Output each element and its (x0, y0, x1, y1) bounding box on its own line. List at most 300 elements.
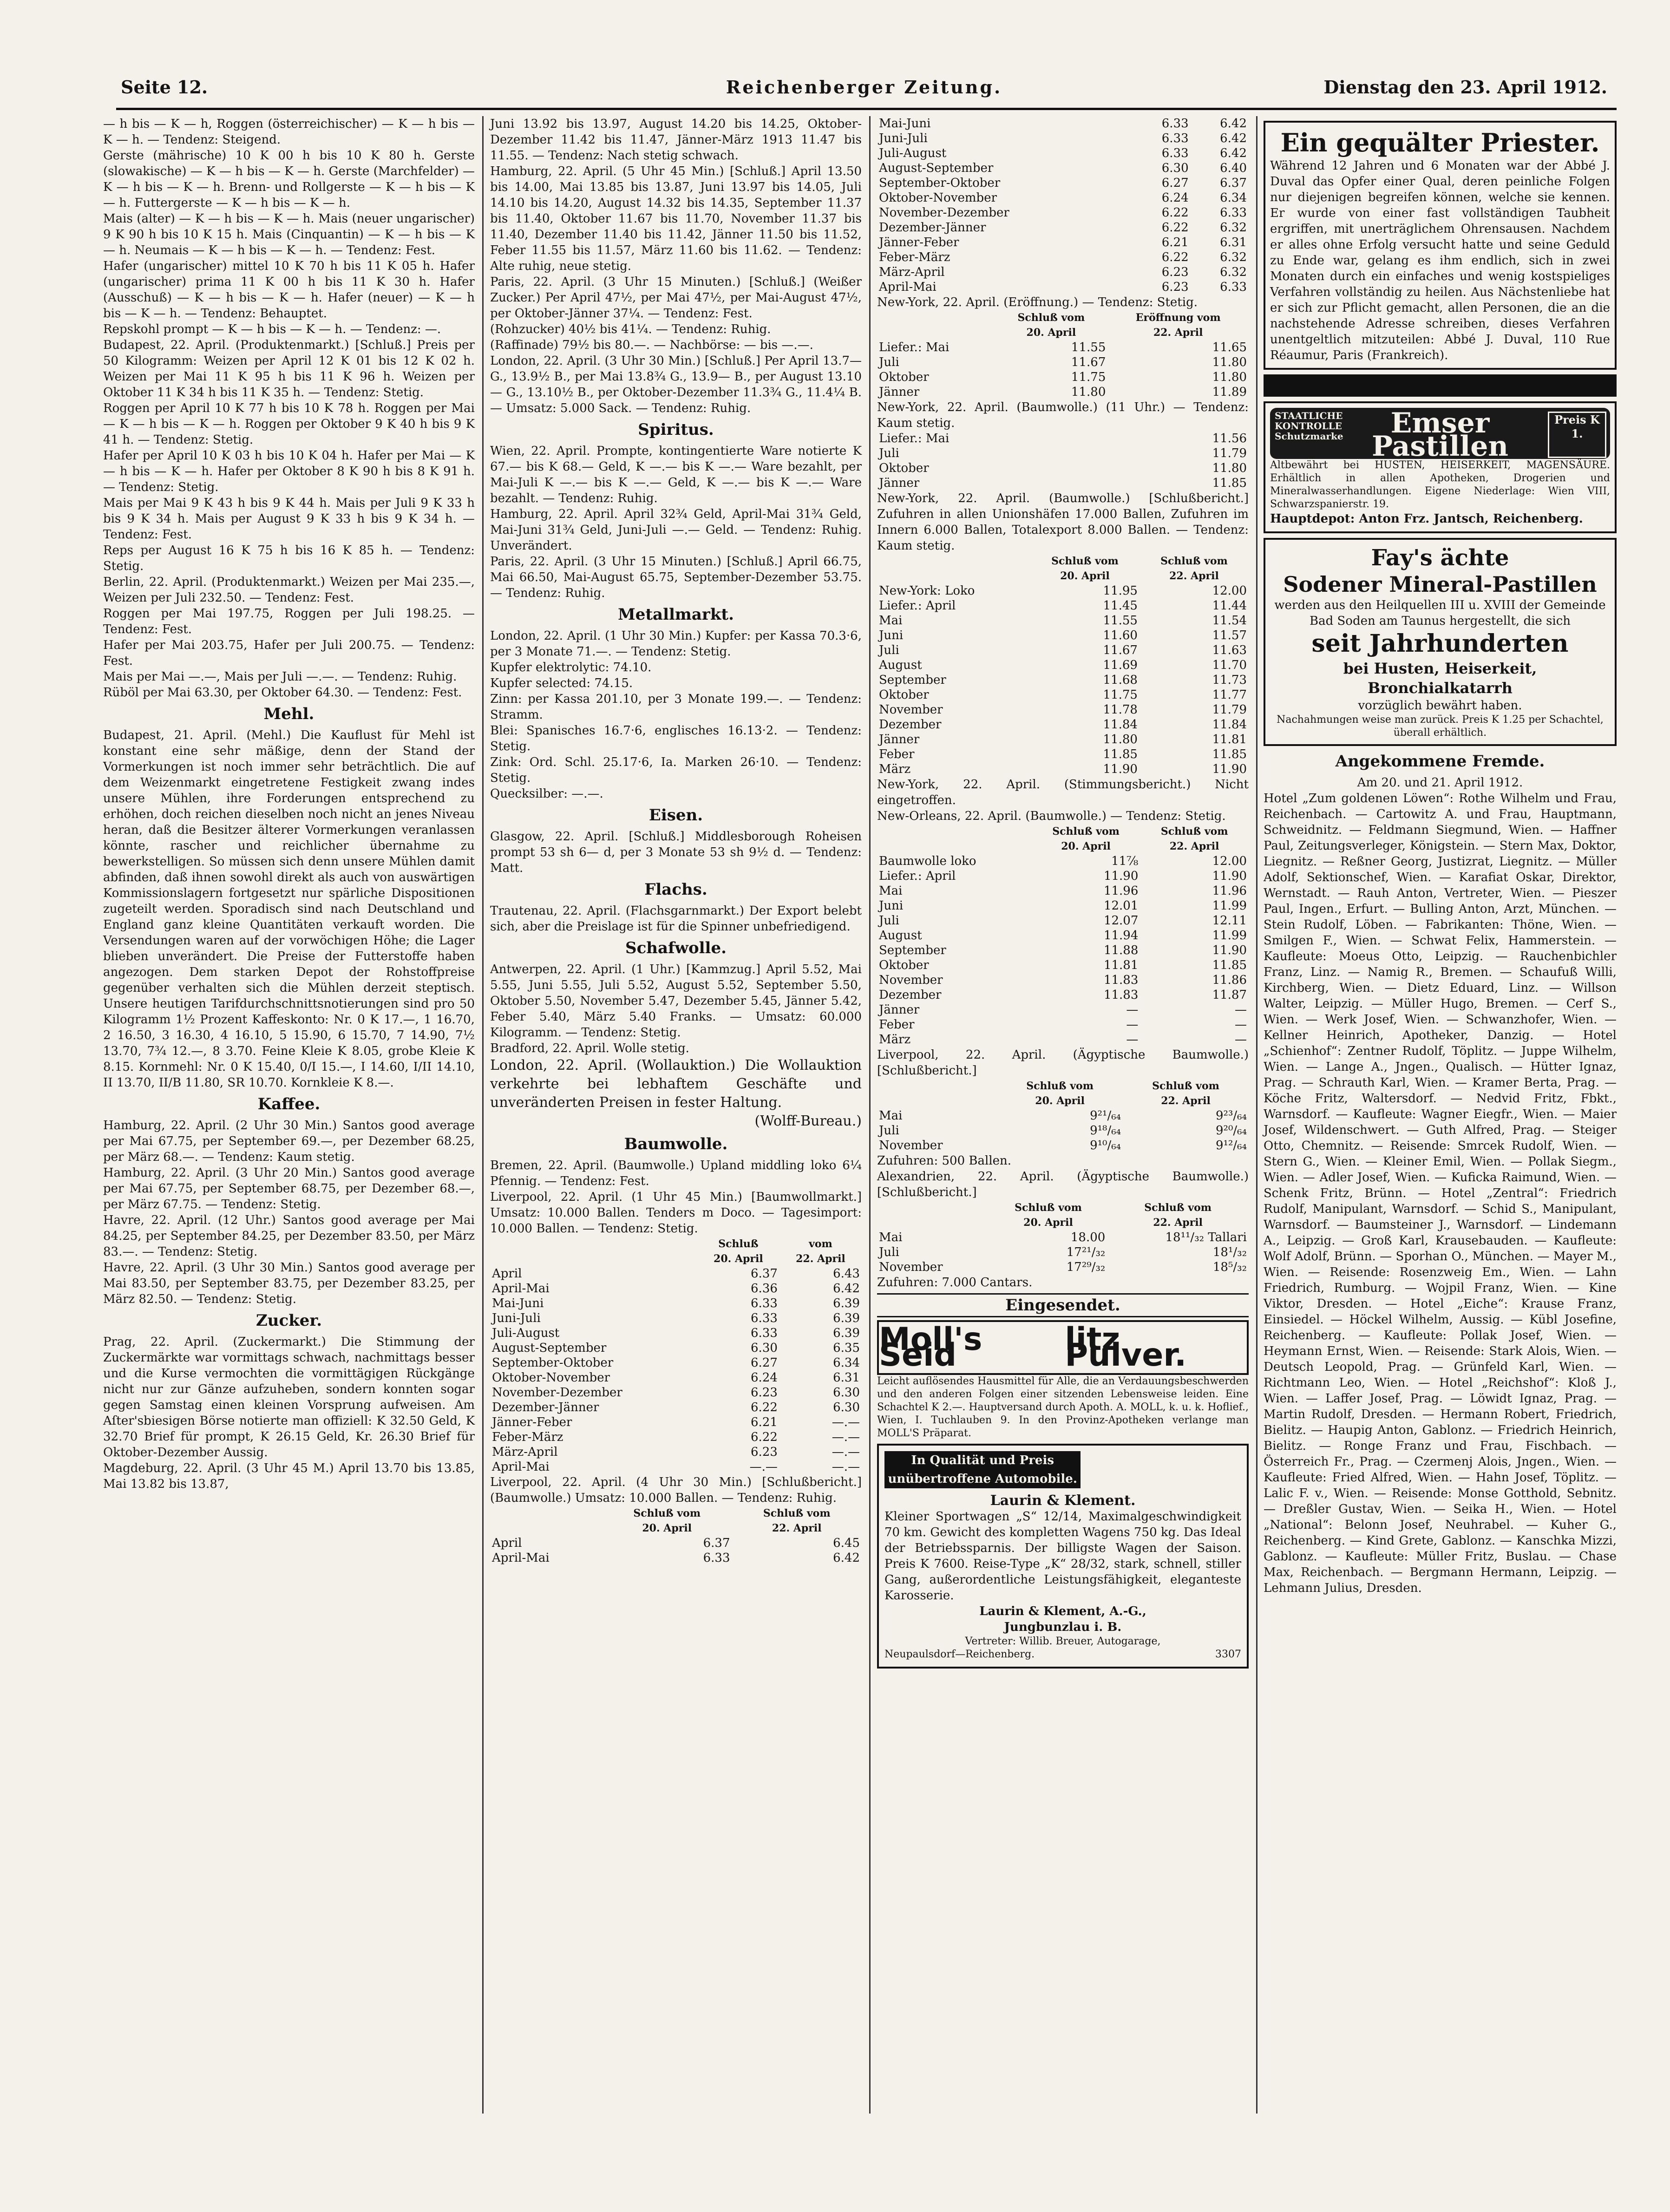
table-cell: 6.22 (751, 1430, 778, 1444)
table-cell: 11.79 (1212, 703, 1247, 717)
table-cell: August (879, 929, 922, 942)
table-row (877, 476, 1249, 491)
table-row (490, 1266, 862, 1281)
table-header-cell (490, 1521, 602, 1536)
table-header-row (877, 325, 1249, 340)
paragraph: Zufuhren: 500 Ballen. (877, 1154, 1012, 1168)
table-row (877, 658, 1249, 673)
table-cell: 11.83 (1103, 973, 1139, 987)
table-cell: 11.84 (1103, 718, 1138, 732)
table-cell: 6.23 (1161, 265, 1189, 279)
column-1 (103, 116, 475, 1492)
table-header-row (490, 1251, 862, 1266)
table-header-cell (877, 310, 995, 325)
quote-table (877, 554, 1249, 777)
table-cell: November-Dezember (879, 206, 1009, 220)
paragraph: Liverpool, 22. April. (1 Uhr 45 Min.) [Baumwollmarkt.] Umsatz: 10.000 Ballen. Tenders m Doco. — Tagesimport: 10.000 Ballen. — Tendenz: Stetig. (490, 1190, 862, 1236)
table-cell: Feber (879, 1018, 915, 1032)
table-cell: 6.27 (1161, 176, 1189, 190)
section-heading: Flachs. (644, 880, 707, 899)
table-row (877, 280, 1249, 294)
advert-text: Während 12 Jahren und 6 Monaten war der Abbé J. Duval das Opfer einer Qual, deren peinliche Folgen nur diejenigen begreifen können, welche sie kennen. Er wurde von einer fast vollständigen Taubheit ergriffen, mit unerträglichem Ohrensausen. Nachdem er alles ohne Erfolg versucht hatte und seine Geduld zu Ende war, gelang es ihm endlich, sich in zwei Monaten durch ein einfaches und wenig kostspieliges Verfahren vollständig zu heilen. Aus Nächstenliebe hat er sich zur Pflicht gemacht, allen Personen, die an die nachstehende Adresse schreiben, dieses Verfahren unentgeltlich mitzuteilen: Abbé J. Duval, 110 Rue Réaumur, Paris (Frankreich). (1270, 159, 1610, 362)
paragraph: Hafer (ungarischer) mittel 10 K 70 h bis 11 K 05 h. Hafer (ungarischer) prima 11 K 00 h bis 11 K 30 h. Hafer (Ausschuß) — K — h bis — K — h. Hafer (neuer) — K — h bis — K — h. — Tendenz: Behauptet. (103, 259, 475, 321)
table-cell: Liefer.: April (879, 869, 956, 883)
table-cell: März-April (879, 265, 945, 279)
emser-control-mark (1275, 411, 1343, 441)
emser-logo (1270, 407, 1610, 463)
table-cell: 6.21 (1161, 236, 1189, 249)
table-header-cell (877, 1093, 997, 1108)
table-cell: April (492, 1267, 522, 1281)
table-cell: Juni (879, 628, 904, 642)
emser-control-line: Schutzmarke (1275, 431, 1343, 442)
table-cell: 6.37 (751, 1267, 778, 1281)
table-cell: — (1235, 1033, 1247, 1047)
table-cell: 11.55 (1103, 614, 1138, 628)
table-header-cell: 22. April (772, 1522, 822, 1534)
table-cell: Juli (879, 355, 899, 369)
table-cell: 6.30 (1161, 161, 1189, 175)
table-header-cell: Schluß vom (1152, 1080, 1219, 1092)
table-cell: 18⁵/₃₂ (1212, 1260, 1247, 1274)
paragraph: London, 22. April. (Wollauktion.) Die Wollauktion verkehrte bei lebhaftem Geschäfte und unveränderten Preisen in fester Haltung. (490, 1057, 862, 1111)
emser-name-line: Pastillen (1371, 430, 1509, 463)
section-heading: Angekommene Fremde. (1335, 752, 1545, 771)
table-cell: Dezember-Jänner (879, 221, 986, 235)
table-cell: Juni (879, 899, 904, 913)
table-cell: 11.63 (1212, 643, 1247, 657)
table-row (490, 1281, 862, 1296)
paragraph: Hafer per Mai 203.75, Hafer per Juli 200.75. — Tendenz: Fest. (103, 638, 475, 668)
table-cell: —.— (832, 1460, 860, 1474)
table-cell: 11.80 (1212, 355, 1247, 369)
table-cell: 11.75 (1103, 688, 1138, 702)
table-cell: 18¹¹/₃₂ Tallari (1165, 1230, 1247, 1244)
table-cell: 6.30 (833, 1386, 860, 1400)
laurin-place (884, 1648, 1241, 1661)
table-row (490, 1326, 862, 1341)
column-divider (482, 116, 484, 2114)
table-row (877, 131, 1249, 146)
table-cell: Juli (879, 1124, 899, 1138)
table-row (877, 898, 1249, 913)
fay-title: seit Jahrhunderten (1311, 629, 1569, 658)
table-cell: 6.42 (1220, 146, 1247, 160)
table-header-cell: 20. April (1023, 1217, 1073, 1229)
table-row (490, 1551, 862, 1565)
table-cell: März-April (492, 1445, 558, 1459)
table-header-cell: 22. April (1153, 327, 1203, 339)
table-cell: 6.22 (1161, 250, 1189, 264)
paragraph: — h bis — K — h, Roggen (österreichischer) — K — h bis — K — h. — Tendenz: Steigend. (103, 117, 475, 147)
table-header-cell: Schluß vom (1160, 825, 1228, 838)
table-cell: 12.00 (1212, 854, 1247, 868)
advert-title: Ein gequälter Priester. (1280, 128, 1600, 157)
table-row (877, 988, 1249, 1002)
table-header-row (490, 1521, 862, 1536)
table-cell: 6.32 (1220, 265, 1247, 279)
quote-table (877, 431, 1249, 491)
paragraph: Repskohl prompt — K — h bis — K — h. — Tendenz: —. (103, 322, 441, 336)
table-cell: 11.45 (1103, 599, 1138, 613)
table-cell: 6.33 (1220, 206, 1247, 220)
paragraph: Antwerpen, 22. April. (1 Uhr.) [Kammzug.] April 5.52, Mai 5.55, Juni 5.55, Juli 5.52, August 5.52, September 5.50, Oktober 5.50, November 5.47, Dezember 5.45, Jänner 5.42, Feber 5.40, März 5.40 Franks. — Umsatz: 60.000 Kilogramm. — Tendenz: Stetig. (490, 962, 862, 1040)
table-cell: 9²⁰/₆₄ (1216, 1124, 1247, 1138)
table-row (877, 461, 1249, 476)
table-header-cell: 20. April (642, 1522, 692, 1534)
table-cell: —.— (749, 1460, 778, 1474)
table-row (490, 1296, 862, 1311)
table-row (877, 732, 1249, 747)
table-row (877, 340, 1249, 355)
emser-price-badge: Preis K 1. (1548, 412, 1606, 458)
table-cell: 18¹/₃₂ (1212, 1245, 1247, 1259)
table-cell: 6.22 (1161, 221, 1189, 235)
table-row (877, 1002, 1249, 1017)
table-cell: Juli (879, 643, 899, 657)
paragraph: (Rohzucker) 40½ bis 41¼. — Tendenz: Ruhig. (490, 322, 771, 336)
table-cell: 9¹²/₆₄ (1216, 1139, 1247, 1152)
table-header-row (877, 1200, 1249, 1215)
quote-table (490, 1506, 862, 1565)
table-row (877, 598, 1249, 613)
table-row (490, 1385, 862, 1400)
moll-advert-logo (877, 1320, 1249, 1375)
quote-table (877, 1200, 1249, 1275)
arrivals-list: Hotel „Zum goldenen Löwen“: Rothe Wilhelm und Frau, Reichenbach. — Cartowitz A. und Frau, Hauptmann, Schweidnitz. — Feldmann Siegmund, Wien. — Haffner Paul, Zeitungsverleger, Königstein. — Stern Max, Doktor, Liegnitz. — Reßner Georg, Justizrat, Liegnitz. — Müller Adolf, Sektionschef, Wien. — Karafiat Oskar, Direktor, Wernstadt. — Rauh Anton, Vertreter, Wien. — Pieszer Paul, Ingen., Erfurt. — Bulling Anton, Arzt, München. — Stein Rudolf, Löben. — Fabrikanten: Thöne, Wien. — Smilgen F., Wien. — Schwat Felix, Hammerstein. — Kaufleute: Moeus Otto, Leipzig. — Rauchenbichler Franz, Linz. — Namig R., Bremen. — Schaufuß Willi, Kirchberg, Wien. — Dietz Eduard, Linz. — Willson Walter, Leipzig. — Müller Hugo, Bremen. — Cerf S., Wien. — Werk Josef, Wien. — Schwanzhofer, Wien. — Kellner Heinrich, Apotheker, Danzig. — Hotel „Schienhof“: Zentner Rudolf, Töplitz. — Juppe Wilhelm, Wien. — Lange A., Jngen., Qualisch. — Hütter Ignaz, Prag. — Schrauth Karl, Wien. — Kramer Berta, Prag. — Köche Fritz, Waltersdorf. — Nedvid Fritz, Fbkt., Warnsdorf. — Kaufleute: Wagner Eiegfr., Wien. — Maier Josef, Wildenschwert. — Guth Alfred, Prag. — Steiger Otto, Chemnitz. — Reisende: Smrcek Rudolf, Wien. — Stern G., Wien. — Kleiner Emil, Wien. — Pollak Siegm., Wien. — Adler Josef, Wien. — Kuficka Raimund, Wien. — Schenk Fritz, Brünn. — Hotel „Zentral“: Friedrich Rudolf, Manipulant, Warnsdorf. — Schid S., Manipulant, Warnsdorf. — Baumsteiner J., Warnsdorf. — Lindemann A., Leipzig. — Groß Karl, Krausebauden. — Kaufleute: Wolf Adolf, Brünn. — Sporhan O., München. — Mayer M., Wien. — Reisende: Rosenzweig Em., Wien. — Lahn Friedrich, Rumburg. — Wojpil Franz, Wien. — Kine Viktor, Dresden. — Hotel „Eiche“: Krause Franz, Einsiedel. — Höckel Wilhelm, Aussig. — Kübl Josefine, Reichenberg. — Kaufleute: Pollak Josef, Wien. — Heymann Ernst, Wien. — Reisende: Stark Alois, Wien. — Deutsch Leopold, Prag. — Grünfeld Karl, Wien. — Richtmann Leo, Wien. — Hotel „Reichshof“: Kloß J., Wien. — Laffer Josef, Prag. — Löwidt Ignaz, Prag. — Martin Rudolf, Dresden. — Hermann Robert, Friedrich, Bielitz. — Haupig Anton, Gablonz. — Friedrich Heinrich, Bielitz. — Ronge Franz und Frau, Fischbach. — Österreich Fr., Prag. — Czermenj Alois, Jngen., Wien. — Kaufleute: Fried Alfred, Wien. — Hahn Josef, Töplitz. — Lalic F. v., Wien. — Reisende: Monse Gotthold, Sebnitz. — Dreßler Gustav, Wien. — Seika H., Wien. — Hotel „National“: Belonn Josef, Neuhrabel. — Kuher G., Reichenberg. — Kind Grete, Gablonz. — Kanschka Mizzi, Gablonz. — Kaufleute: Müller Fritz, Buslau. — Chase Max, Reichenbach. — Bergmann Hermann, Leipzig. — Lehmann Julius, Dresden. (1264, 792, 1617, 1595)
paragraph: New-York, 22. April. (Stimmungsbericht.) Nicht eingetroffen. (877, 778, 1249, 807)
table-header-cell (877, 824, 1032, 839)
table-cell: Feber-März (879, 250, 950, 264)
section-heading: Kaffee. (257, 1095, 321, 1113)
table-cell: Mai (879, 1230, 903, 1244)
paragraph: Paris, 22. April. (3 Uhr 15 Minuten.) [Schluß.] (Weißer Zucker.) Per April 47½, per Mai 47½, per Mai-August 47½, per Oktober-Jänner 37¼. — Tendenz: Fest. (490, 275, 862, 321)
quote-table (490, 1237, 862, 1474)
table-cell: Mai-Juni (879, 117, 931, 131)
table-cell: 6.33 (1220, 280, 1247, 294)
table-cell: 18.00 (1070, 1230, 1106, 1244)
table-row (877, 869, 1249, 883)
paragraph: Zufuhren: 7.000 Cantars. (877, 1276, 1033, 1289)
table-row (877, 613, 1249, 628)
table-row (490, 1370, 862, 1385)
table-cell: 6.36 (751, 1282, 778, 1296)
table-cell: 6.23 (751, 1445, 778, 1459)
table-cell: Jänner (879, 476, 920, 490)
quote-table (877, 1079, 1249, 1153)
table-header-cell (877, 839, 1032, 854)
laurin-title: Laurin & Klement. (990, 1492, 1136, 1509)
table-cell: 11.88 (1103, 943, 1139, 957)
table-header-cell (877, 1079, 997, 1093)
table-cell: 12.11 (1212, 914, 1247, 928)
quote-table (877, 116, 1249, 294)
table-header-cell: 20. April (1026, 327, 1076, 339)
table-header-row (877, 839, 1249, 854)
table-cell: Jänner (879, 1003, 920, 1017)
table-header-cell (877, 1200, 989, 1215)
table-cell: 6.22 (1161, 206, 1189, 220)
laurin-banner (884, 1451, 1081, 1488)
priest-advert (1264, 121, 1617, 370)
table-header-cell: Eröffnung vom (1135, 312, 1221, 324)
laurin-advert (877, 1444, 1249, 1669)
table-cell: 6.45 (833, 1536, 860, 1550)
table-cell: 6.42 (1220, 131, 1247, 145)
section-heading: Eingesendet. (877, 1293, 1249, 1317)
table-cell: Jänner-Feber (492, 1415, 572, 1429)
table-row (490, 1445, 862, 1459)
table-cell: 6.42 (1220, 117, 1247, 131)
table-cell: 11.73 (1212, 673, 1247, 687)
table-cell: 11.90 (1212, 762, 1247, 776)
section-heading: Baumwolle. (624, 1135, 728, 1153)
table-cell: 6.33 (1161, 146, 1189, 160)
fay-text: vorzüglich bewährt haben. (1358, 699, 1522, 713)
table-cell: 11.81 (1212, 733, 1247, 746)
quote-table (877, 824, 1249, 1047)
table-cell: —.— (832, 1415, 860, 1429)
table-header-cell: Schluß vom (633, 1507, 701, 1519)
paragraph: Bremen, 22. April. (Baumwolle.) Upland middling loko 6¼ Pfennig. — Tendenz: Fest. (490, 1158, 862, 1188)
table-cell: 6.33 (751, 1311, 778, 1325)
table-row (877, 687, 1249, 702)
table-row (877, 205, 1249, 220)
paragraph: Hamburg, 22. April. April 32¾ Geld, April-Mai 31¾ Geld, Mai-Juni 31¾ Geld, Juni-Juli —.— Geld. — Tendenz: Ruhig. Unverändert. (490, 507, 862, 553)
table-cell: Juli-August (879, 146, 947, 160)
black-rule (1264, 374, 1617, 397)
paragraph: Hamburg, 22. April. (5 Uhr 45 Min.) [Schluß.] April 13.50 bis 14.00, Mai 13.85 bis 13.87, Juni 13.97 bis 14.05, Juli 14.10 bis 14.20, August 14.32 bis 14.35, September 11.37 bis 11.40, Oktober 11.67 bis 11.70, November 11.37 bis 11.40, Dezember 11.40 bis 11.42, Jänner 11.50 bis 11.52, Feber 11.55 bis 11.57, März 11.60 bis 11.62. — Tendenz: Alte ruhig, neue stetig. (490, 164, 862, 273)
table-cell: Baumwolle loko (879, 854, 976, 868)
paragraph: Havre, 22. April. (12 Uhr.) Santos good average per Mai 84.25, per September 84.25, per Dezember 83.50, per März 83.—. — Tendenz: Stetig. (103, 1213, 475, 1259)
table-cell: Mai (879, 884, 903, 898)
paragraph: Budapest, 22. April. (Produktenmarkt.) [Schluß.] Preis per 50 Kilogramm: Weizen per April 12 K 01 bis 12 K 02 h. Weizen per Mai 11 K 95 h bis 11 K 96 h. Weizen per Oktober 11 K 34 h bis 11 K 35 h. — Tendenz: Stetig. (103, 338, 475, 399)
paragraph: Kupfer elektrolytic: 74.10. (490, 661, 652, 674)
table-cell: 11.67 (1103, 643, 1138, 657)
table-row (877, 913, 1249, 928)
table-cell: März (879, 762, 911, 776)
table-header-cell: Schluß vom (1144, 1202, 1212, 1214)
paragraph: Liverpool, 22. April. (Ägyptische Baumwolle.) [Schlußbericht.] (877, 1048, 1249, 1078)
table-cell: 11⅞ (1111, 854, 1139, 868)
table-cell: 11.80 (1212, 461, 1247, 475)
table-cell: — (1126, 1003, 1139, 1017)
table-row (490, 1430, 862, 1445)
table-cell: Juli (879, 914, 899, 928)
laurin-text: Kleiner Sportwagen „S“ 12/14, Maximalgeschwindigkeit 70 km. Gewicht des kompletten Wagens 750 kg. Das Ideal der Betriebssparnis. Der billigste Wagen der Saison. Preis K 7600. Reise-Type „K“ 28/32, stark, schnell, stiller Gang, außerordentliche Leistungsfähigkeit, eleganteste Karosserie. (884, 1510, 1241, 1603)
table-cell: 11.80 (1071, 385, 1106, 399)
table-cell: 11.85 (1212, 958, 1247, 972)
table-row (490, 1400, 862, 1415)
table-cell: Mai (879, 1109, 903, 1123)
table-cell: September (879, 943, 946, 957)
table-cell: 6.33 (751, 1296, 778, 1310)
table-cell: 12.01 (1103, 899, 1139, 913)
issue-date: Dienstag den 23. April 1912. (1323, 77, 1607, 98)
table-cell: 11.56 (1212, 432, 1247, 445)
emser-control-line: KONTROLLE (1275, 420, 1342, 432)
table-row (877, 943, 1249, 958)
paragraph: Kupfer selected: 74.15. (490, 676, 633, 690)
table-row (490, 1415, 862, 1430)
table-cell: 11.79 (1212, 446, 1247, 460)
table-header-row (877, 310, 1249, 325)
table-row (877, 446, 1249, 461)
table-cell: August-September (879, 161, 994, 175)
table-row (877, 583, 1249, 598)
paragraph: New-York, 22. April. (Baumwolle.) (11 Uhr.) — Tendenz: Kaum stetig. (877, 400, 1249, 430)
table-cell: 6.40 (1220, 161, 1247, 175)
table-cell: 11.90 (1103, 762, 1138, 776)
table-row (877, 1123, 1249, 1138)
table-cell: Feber-März (492, 1430, 563, 1444)
table-cell: April-Mai (492, 1282, 550, 1296)
table-row (877, 265, 1249, 280)
page-number: Seite 12. (121, 77, 208, 98)
table-header-row (877, 569, 1249, 583)
table-cell: Juli (879, 446, 899, 460)
paragraph: Wien, 22. April. Prompte, kontingentierte Ware notierte K 67.— bis K 68.— Geld, K —.— bis K —.— Ware bezahlt, per Mai-Juli K —.— bis K —.— Geld, K —.— bis K —.— Ware bezahlt. — Tendenz: Ruhig. (490, 444, 862, 505)
table-cell: 6.31 (833, 1371, 860, 1385)
fay-text: werden aus den Heilquellen III u. XVIII der Gemeinde Bad Soden am Taunus hergestellt, die sich (1274, 598, 1606, 628)
table-cell: 9¹⁰/₆₄ (1090, 1139, 1121, 1152)
table-row (877, 370, 1249, 385)
laurin-banner-line: unübertroffene Automobile. (888, 1472, 1077, 1486)
paragraph: Bradford, 22. April. Wolle stetig. (490, 1041, 689, 1055)
laurin-banner-line: In Qualität und Preis (911, 1453, 1054, 1467)
table-cell: Juni-Juli (492, 1311, 541, 1325)
table-cell: 6.24 (1161, 191, 1189, 205)
table-cell: 11.87 (1212, 988, 1247, 1002)
paragraph: Zink: Ord. Schl. 25.17·6, Ia. Marken 26·10. — Tendenz: Stetig. (490, 755, 862, 785)
table-cell: Dezember (879, 718, 942, 732)
table-cell: 6.23 (751, 1386, 778, 1400)
table-cell: April-Mai (492, 1460, 550, 1474)
paragraph: Reps per August 16 K 75 h bis 16 K 85 h. — Tendenz: Stetig. (103, 543, 475, 573)
paragraph: Roggen per April 10 K 77 h bis 10 K 78 h. Roggen per Mai — K — h bis — K — h. Roggen per Oktober 9 K 40 h bis 9 K 41 h. — Tendenz: Stetig. (103, 401, 475, 447)
table-header-cell: Schluß vom (1017, 312, 1085, 324)
table-row (877, 702, 1249, 717)
table-cell: 6.34 (833, 1356, 860, 1370)
table-row (877, 431, 1249, 446)
table-cell: 11.90 (1103, 869, 1139, 883)
table-row (877, 355, 1249, 370)
table-cell: 11.81 (1103, 958, 1139, 972)
table-cell: 6.39 (833, 1311, 860, 1325)
table-row (877, 883, 1249, 898)
table-header-cell (877, 325, 995, 340)
table-row (877, 250, 1249, 265)
table-cell: 6.22 (751, 1400, 778, 1414)
laurin-code: 3307 (1215, 1649, 1241, 1660)
emser-advert (1264, 401, 1617, 533)
table-row (877, 717, 1249, 732)
header-rule (116, 108, 1617, 110)
table-cell: Feber (879, 747, 915, 761)
table-cell: 6.42 (833, 1282, 860, 1296)
table-cell: New-York: Loko (879, 584, 975, 598)
table-cell: März (879, 1033, 911, 1047)
table-cell: Liefer.: April (879, 599, 956, 613)
table-cell: — (1235, 1003, 1247, 1017)
section-heading: Zucker. (255, 1311, 322, 1330)
table-cell: 6.30 (751, 1341, 778, 1355)
paragraph: Budapest, 21. April. (Mehl.) Die Kauflust für Mehl ist konstant eine sehr mäßige, denn der Stand der Vormerkungen ist noch immer sehr beträchtlich. Die auf dem Weizenmarkt eingetretene Festigkeit zwang indes unsere Mühlen, ihre Forderungen entsprechend zu erhöhen, doch reichen dieselben noch nicht an jenes Niveau heran, daß die Besitzer älterer Vormerkungen veranlassen könnte, rascher und reichlicher übernahme zu bewerkstelligen. So müssen sich denn unsere Mühlen damit abfinden, daß ihnen sowohl direkt als auch von auswärtigen Kommissionslagern fortgesetzt nur spärliche Dispositionen zugeteilt werden. Sporadisch sind nach Deutschland und England ganz kleine Quantitäten verkauft worden. Die Versendungen waren auf der vorwöchigen Höhe; die Lager blieben unverändert. Die Preise der Futterstoffe haben angezogen. Dem starken Depot der Rohstoffpreise gegenüber verhalten sich die Mühlen derzeit steptisch. Unsere heutigen Tarifdurchschnittsnotierungen sind pro 50 Kilogramm 1½ Prozent Kaffeskonto: Nr. 0 K 17.—, 1 16.70, 2 16.50, 3 16.30, 4 16.10, 5 15.90, 6 15.70, 7 14.90, 7½ 13.70, 7¾ 12.—, 8 3.70. Feine Kleie K 8.05, grobe Kleie K 8.15. Kornmehl: Nr. 0 K 15.40, 0/I 15.—, I 14.60, I/II 14.10, II 13.70, II/B 11.80, SR 10.70. Kornkleie K 8.—. (103, 728, 475, 1090)
table-cell: Jänner (879, 385, 920, 399)
column-4 (1264, 116, 1617, 1596)
paragraph: Hamburg, 22. April. (3 Uhr 20 Min.) Santos good average per Mai 67.75, per September 68.75, per Dezember 68.—, per März 67.75. — Tendenz: Stetig. (103, 1166, 475, 1211)
table-row (877, 854, 1249, 869)
table-cell: 11.57 (1212, 628, 1247, 642)
table-cell: 6.33 (1161, 131, 1189, 145)
table-cell: November (879, 973, 943, 987)
table-cell: 11.95 (1103, 584, 1138, 598)
paragraph: Mais per Mai 9 K 43 h bis 9 K 44 h. Mais per Juli 9 K 33 h bis 9 K 34 h. Mais per August 9 K 33 h bis 9 K 34 h. — Tendenz: Fest. (103, 496, 475, 542)
fay-text: Nachahmungen weise man zurück. Preis K 1.25 per Schachtel, überall erhältlich. (1277, 714, 1604, 739)
paragraph: London, 22. April. (3 Uhr 30 Min.) [Schluß.] Per April 13.7— G., 13.9½ B., per Mai 13.8¾ G., 13.9— B., per August 13.10— G., 13.10½ B., per Oktober-Dezember 11.3¾ G., 11.4¼ B. — Umsatz: 5.000 Sack. — Tendenz: Ruhig. (490, 354, 862, 415)
table-cell: Mai (879, 614, 903, 628)
table-header-cell: 22. April (1169, 840, 1219, 852)
table-row (877, 220, 1249, 235)
paragraph: (Raffinade) 79½ bis 80.—. — Nachbörse: — bis —.—. (490, 338, 813, 352)
section-heading: Schafwolle. (625, 939, 727, 957)
table-header-row (490, 1506, 862, 1521)
paragraph: Juni 13.92 bis 13.97, August 14.20 bis 14.25, Oktober-Dezember 11.42 bis 11.47, Jänner-März 1913 11.47 bis 11.55. — Tendenz: Nach stetig schwach. (490, 117, 862, 163)
table-row (877, 747, 1249, 762)
table-cell: Oktober (879, 958, 929, 972)
table-cell: Oktober-November (492, 1371, 610, 1385)
table-cell: Jänner (879, 733, 920, 746)
paragraph: Quecksilber: —.—. (490, 787, 603, 801)
table-cell: 11.99 (1212, 929, 1247, 942)
table-cell: 11.80 (1212, 370, 1247, 384)
table-cell: 11.77 (1212, 688, 1247, 702)
table-cell: 12.07 (1103, 914, 1139, 928)
table-row (877, 1138, 1249, 1153)
table-cell: 6.37 (703, 1536, 730, 1550)
paragraph: Mais (alter) — K — h bis — K — h. Mais (neuer ungarischer) 9 K 90 h bis 10 K 15 h. Mais (Cinquantin) — K — h bis — K — h. Neumais — K — h bis — K — h. — Tendenz: Fest. (103, 212, 475, 257)
table-cell: 6.34 (1220, 191, 1247, 205)
table-cell: 9²¹/₆₄ (1090, 1109, 1121, 1123)
paragraph: Berlin, 22. April. (Produktenmarkt.) Weizen per Mai 235.—, Weizen per Juli 232.50. — Tendenz: Fest. (103, 575, 475, 605)
table-cell: — (1235, 1018, 1247, 1032)
table-cell: 6.31 (1220, 236, 1247, 249)
emser-control-line: STAATLICHE (1275, 410, 1343, 421)
table-row (877, 1108, 1249, 1123)
table-cell: 6.21 (751, 1415, 778, 1429)
table-cell: Oktober-November (879, 191, 997, 205)
emser-name-line: Emser (1390, 407, 1490, 439)
table-cell: Jänner-Feber (879, 236, 959, 249)
emser-text: Altbewährt bei HUSTEN, HEISERKEIT, MAGENSÄURE. Erhältlich in allen Apotheken, Drogerien und Mineralwasserhandlungen. Eigene Niederlage: Wien VIII, Schwarzspanierstr. 19. (1270, 459, 1610, 510)
table-cell: 6.39 (833, 1296, 860, 1310)
table-cell: September-Oktober (492, 1356, 614, 1370)
table-cell: 11.54 (1212, 614, 1247, 628)
paragraph: Prag, 22. April. (Zuckermarkt.) Die Stimmung der Zuckermärkte war vormittags schwach, nachmittags besser und die Kurse vermochten die vormittägigen Rückgänge nicht nur zur Gänze aufzuheben, sondern konnten sogar gegen Samstag einen kleinen Vorsprung aufweisen. Am Aſter'sbiesigen Börse notierte man offiziell: K 32.50 Geld, K 32.70 Brief für prompt, K 26.15 Geld, Kr. 26.30 Brief für Oktober-Dezember Aussig. (103, 1335, 475, 1459)
paragraph: Gerste (mährische) 10 K 00 h bis 10 K 80 h. Gerste (slowakische) — K — h bis — K — h. Gerste (Marchfelder) — K — h bis — K — h. Brenn- und Rollgerste — K — h bis — K — h. Futtergerste — K — h bis — K — h. (103, 149, 475, 210)
paragraph: Roggen per Mai 197.75, Roggen per Juli 198.25. — Tendenz: Fest. (103, 607, 475, 636)
moll-logo-text: litz Pulver. (1065, 1321, 1187, 1374)
masthead: Reichenberger Zeitung. (726, 77, 1002, 98)
table-cell: 11.96 (1103, 884, 1139, 898)
table-header-cell: Schluß (718, 1238, 759, 1250)
paragraph: Blei: Spanisches 16.7·6, englisches 16.13·2. — Tendenz: Stetig. (490, 724, 862, 753)
fay-advert (1264, 538, 1617, 746)
table-cell: 11.78 (1103, 703, 1138, 717)
table-cell: Oktober (879, 370, 929, 384)
table-header-cell: 22. April (1161, 1095, 1211, 1107)
table-header-cell: Schluß vom (1051, 555, 1119, 567)
